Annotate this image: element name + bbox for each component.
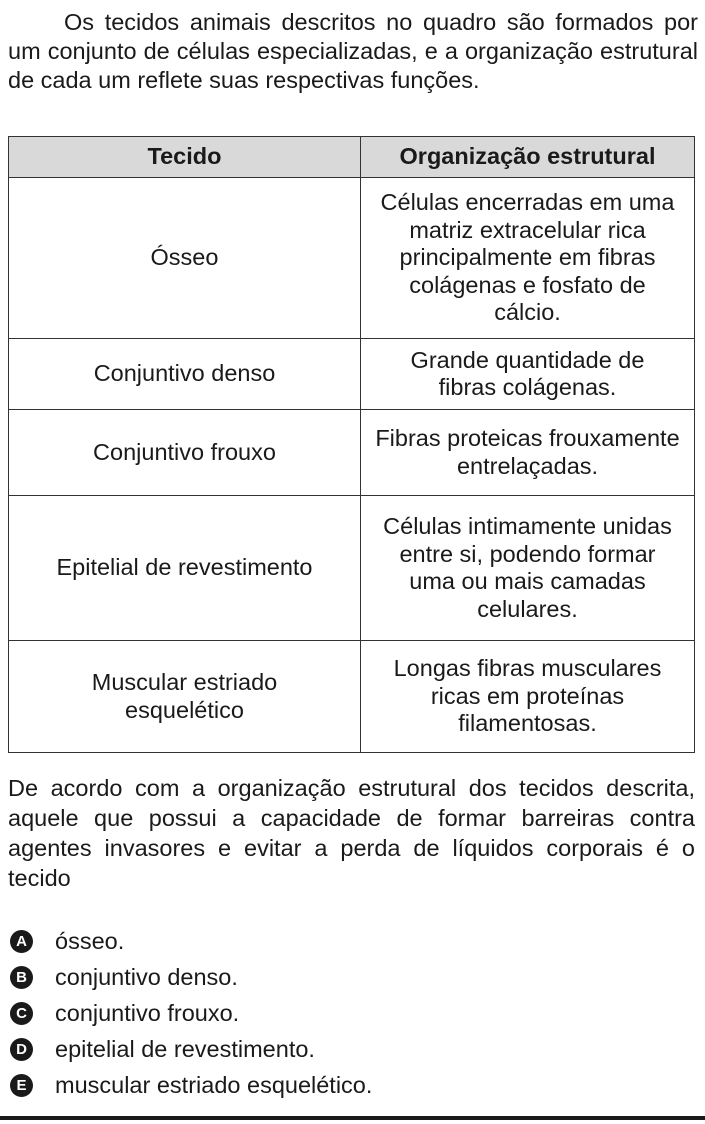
table-row [9,496,695,641]
option-d-letter-icon: D [10,1038,33,1061]
bottom-divider [0,1116,705,1120]
option-e-text: muscular estriado esquelético. [55,1071,373,1098]
option-b-letter-icon: B [10,966,33,989]
cell-tecido: Conjuntivo denso [9,339,361,410]
answer-options [10,923,372,1103]
option-d[interactable] [10,1031,372,1067]
table-row [9,178,695,339]
table-row [9,410,695,496]
cell-organizacao: Células intimamente unidas entre si, podendo formar uma ou mais camadas celulares. [361,496,695,641]
option-a[interactable] [10,923,372,959]
option-c[interactable] [10,995,372,1031]
table-row [9,339,695,410]
table-row [9,641,695,753]
cell-tecido: Conjuntivo frouxo [9,410,361,496]
cell-organizacao: Longas fibras musculares ricas em proteínas filamentosas. [361,641,695,753]
table-header-row [9,137,695,178]
tissue-table [8,136,695,753]
question-text: De acordo com a organização estrutural dos tecidos descrita, aquele que possui a capacidade de formar barreiras contra agentes invasores e evitar a perda de líquidos corporais é o tecido [8,775,695,891]
option-a-letter-icon: A [10,930,33,953]
cell-organizacao: Células encerradas em uma matriz extracelular rica principalmente em fibras colágenas e fosfato de cálcio. [361,178,695,339]
cell-tecido: Ósseo [9,178,361,339]
option-b[interactable] [10,959,372,995]
header-tecido: Tecido [9,137,361,178]
cell-organizacao: Fibras proteicas frouxamente entrelaçadas. [361,410,695,496]
cell-organizacao: Grande quantidade de fibras colágenas. [361,339,695,410]
intro-paragraph: Os tecidos animais descritos no quadro são formados por um conjunto de células especializadas, e a organização estrutural de cada um reflete suas respectivas funções. [8,9,698,93]
option-e[interactable] [10,1067,372,1103]
option-e-letter-icon: E [10,1074,33,1097]
header-organizacao: Organização estrutural [361,137,695,178]
cell-tecido: Muscular estriado esquelético [9,641,361,753]
option-b-text: conjuntivo denso. [55,963,238,990]
option-a-text: ósseo. [55,927,125,954]
cell-tecido: Epitelial de revestimento [9,496,361,641]
option-c-text: conjuntivo frouxo. [55,999,240,1026]
option-d-text: epitelial de revestimento. [55,1035,315,1062]
option-c-letter-icon: C [10,1002,33,1025]
